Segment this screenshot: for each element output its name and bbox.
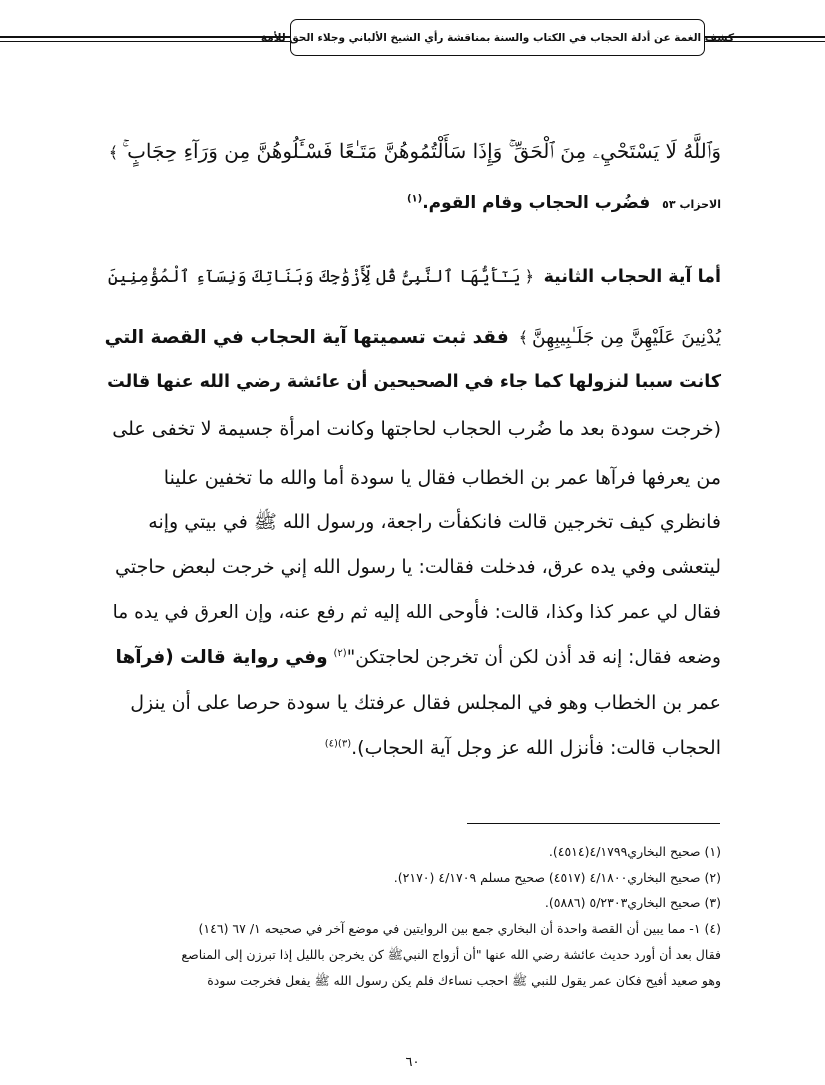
- running-header: [260, 19, 735, 56]
- verse-close-ornament: ﴾: [108, 143, 119, 162]
- verse-2-line-2: [105, 323, 721, 353]
- footnote-1: (١) صحيح البخاري٤/١٧٩٩(٤٥١٤).: [548, 844, 721, 859]
- body-line-3: من يعرفها فرآها عمر بن الخطاب فقال يا سودة أما والله ما تخفين علينا: [163, 467, 721, 489]
- body-line-7a: وضعه فقال: إنه قد أذن لكن أن تخرجن لحاجتكن": [346, 647, 721, 668]
- footnote-3: (٣) صحيح البخاري٥/٢٣٠٣ (٥٨٨٦).: [544, 895, 721, 910]
- verse-2-intro: أما آية الحجاب الثانية: [543, 267, 721, 287]
- body-line-8: عمر بن الخطاب وهو في المجلس فقال عرفتك يا سودة حرصا على أن ينزل: [130, 692, 721, 714]
- body-line-4: [105, 507, 721, 537]
- body-line-9: [105, 733, 721, 763]
- footnote-separator: [467, 823, 720, 824]
- footnote-refs-3-4: (٣)(٤): [324, 738, 352, 750]
- verse-2-after: فقد ثبت تسميتها آية الحجاب في القصة التي: [104, 327, 509, 348]
- verse-1-after-text: فضُرب الحجاب وقام القوم.: [422, 193, 651, 213]
- body-line-6: فقال لي عمر كذا وكذا، قالت: فأوحى الله إليه ثم رفع عنه، وإن العرق في يده ما: [112, 602, 721, 623]
- footnote-ref-1: (١): [406, 193, 423, 205]
- footnote-4-cont-2: وهو صعيد أفيح فكان عمر يقول للنبي ﷺ احجب نساءك فلم يكن رسول الله ﷺ يفعل فخرجت سودة: [207, 973, 721, 988]
- verse-2-text: يَـٰٓأَيُّهَا ٱلنَّبِىُّ قُل لِّأَزْوَٰجِكَ وَبَنَاتِكَ وَنِسَآءِ ٱلْمُؤْمِنِينَ: [107, 267, 521, 287]
- body-line-7b: وفي رواية قالت (فرآها: [115, 647, 328, 668]
- body-line-4-text: فانظري كيف تخرجين قالت فانكفأت راجعة، ورسول الله ﷺ في بيتي وإنه: [148, 511, 721, 533]
- body-line-7: [105, 643, 721, 673]
- body-line-1: كانت سببا لنزولها كما جاء في الصحيحين أن عائشة رضي الله عنها قالت: [107, 372, 721, 392]
- body-line-5: ليتعشى وفي يده عرق، فدخلت فقالت: يا رسول الله إني خرجت لبعض حاجتي: [115, 556, 721, 578]
- verse-2-line-1: [105, 262, 721, 292]
- verse-1-after-line: [105, 188, 721, 220]
- verse-close-ornament-2: ﴾: [518, 328, 528, 347]
- body-line-2: (خرجت سودة بعد ما ضُرب الحجاب لحاجتها وكانت امرأة جسيمة لا تخفى على: [112, 418, 721, 440]
- footnote-4-cont-1: فقال بعد أن أورد حديث عائشة رضي الله عنها "أن أزواج النبيﷺ كن يخرجن بالليل إذا تبرزن إلى المناصع: [181, 947, 721, 962]
- body-line-9-text: الحجاب قالت: فأنزل الله عز وجل آية الحجاب).: [351, 737, 721, 759]
- running-header-title: كشف الغمة عن أدلة الحجاب في الكتاب والسنة بمناقشة رأي الشيخ الألباني وجلاء الحق للأمة: [260, 31, 735, 44]
- verse-1-reference: الاحزاب ٥٣: [662, 198, 721, 211]
- page-number: ٦٠: [405, 1055, 420, 1070]
- header-rule-left: [0, 36, 290, 38]
- footnote-2: (٢) صحيح البخاري٤/١٨٠٠ (٤٥١٧) صحيح مسلم ٤/١٧٠٩ (٢١٧٠).: [393, 870, 721, 885]
- footnote-ref-2: (٢): [333, 647, 347, 659]
- verse-2-text-2: يُدْنِينَ عَلَيْهِنَّ مِن جَلَـٰبِيبِهِنَّ: [531, 327, 721, 348]
- verse-open-ornament: ﴿: [524, 267, 534, 286]
- header-rule-left-inner: [0, 41, 290, 42]
- verse-1-line: [105, 136, 721, 168]
- footnote-4: (٤) ١- مما يبين أن القصة واحدة أن البخاري جمع بين الروايتين في موضع آخر في صحيحه ١/ ٦٧ (١٤٦): [198, 921, 721, 936]
- verse-1-text: وَٱللَّهُ لَا يَسْتَحْيِۦ مِنَ ٱلْحَقِّ ۚ وَإِذَا سَأَلْتُمُوهُنَّ مَتَـٰعًا فَسْـَٔلُوهُنَّ مِن وَرَآءِ حِجَابٍ ۚ: [122, 139, 721, 163]
